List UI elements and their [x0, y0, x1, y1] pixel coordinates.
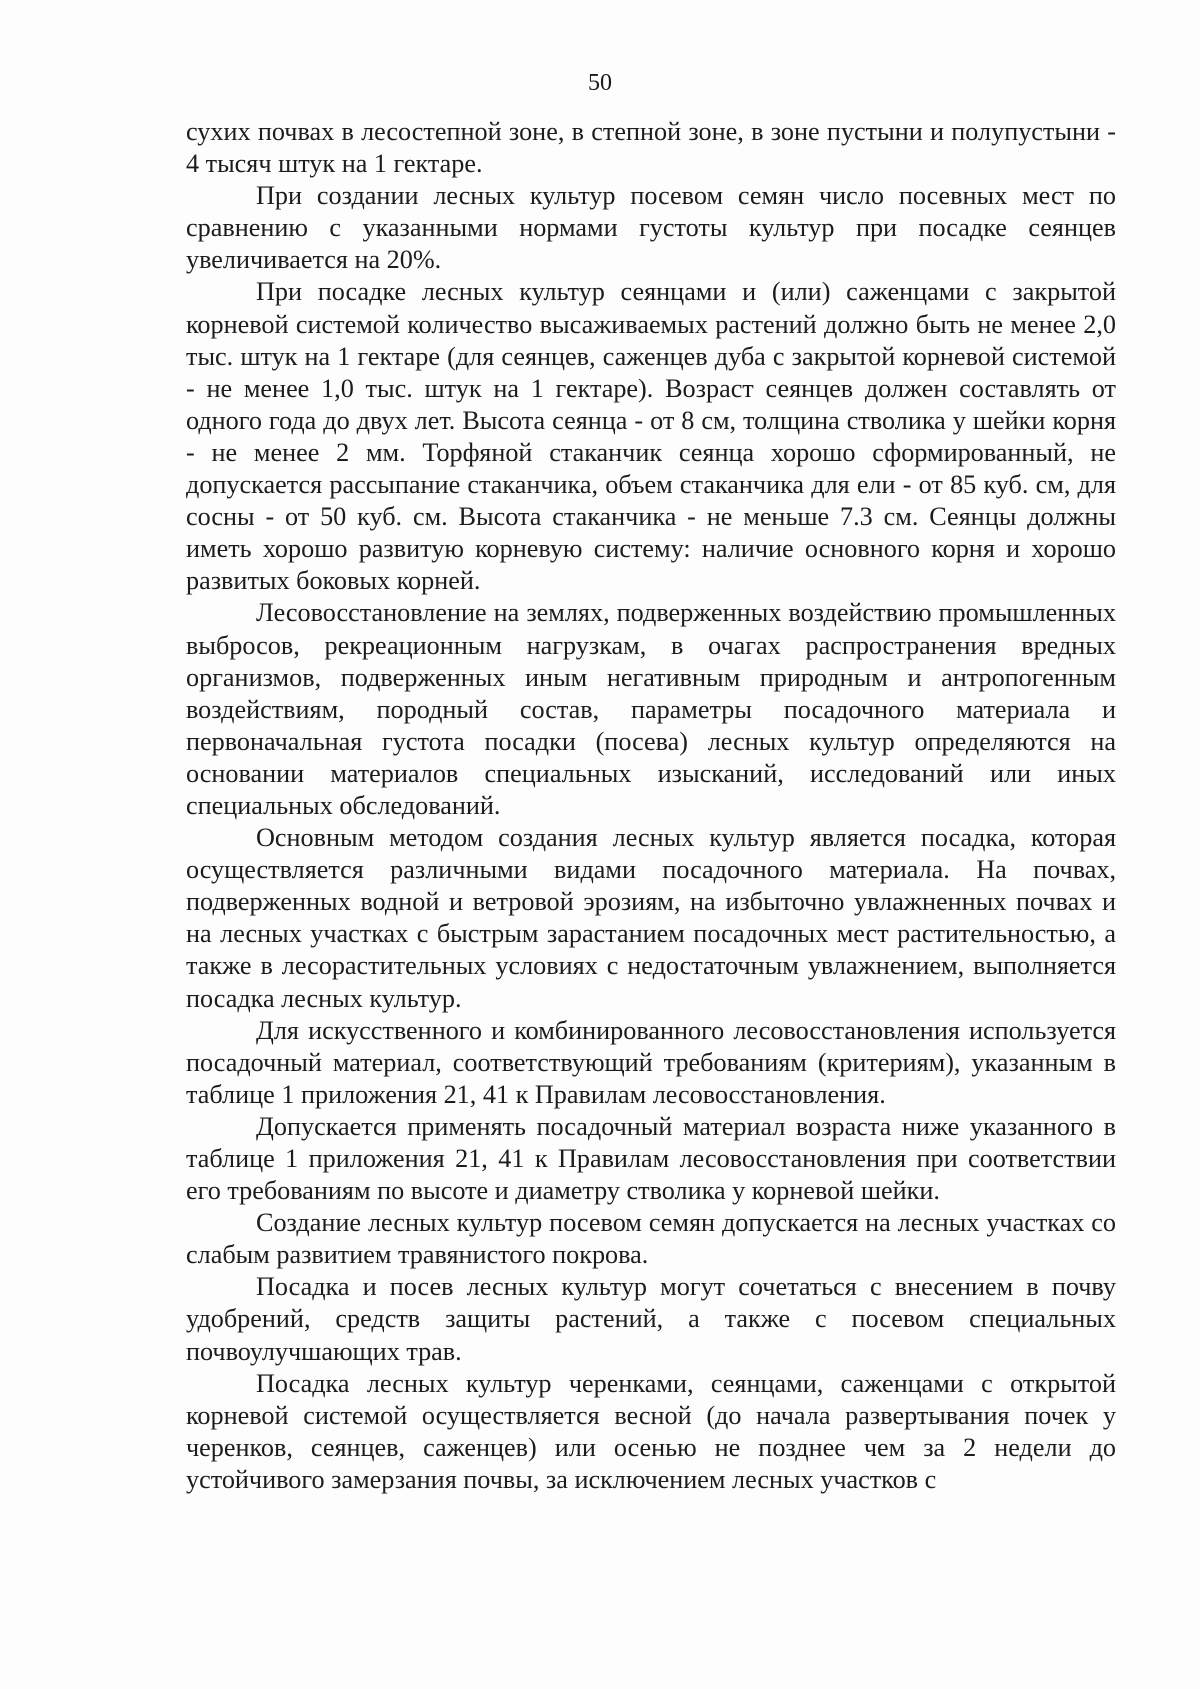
paragraph-seed-sowing: Создание лесных культур посевом семян допускается на лесных участках со слабым развитием травянистого покрова.: [186, 1208, 1116, 1270]
paragraph-planting-season: Посадка лесных культур черенками, сеянцами, саженцами с открытой корневой системой осуществляется весной (до начала развертывания почек у черенков, сеянцев, саженцев) или осенью не позднее чем за 2 недели до устойчивого замерзания почвы, за исключением лесных участков с: [186, 1368, 1116, 1494]
paragraph-seeding-density: При создании лесных культур посевом семян число посевных мест по сравнению с указанными нормами густоты культур при посадке сеянцев увеличивается на 20%.: [186, 181, 1116, 275]
paragraph-younger-material: Допускается применять посадочный материал возраста ниже указанного в таблице 1 приложения 21, 41 к Правилам лесовосстановления при соответствии его требованиям по высоте и диаметру стволика у корневой шейки.: [186, 1111, 1116, 1206]
document-body: [186, 116, 1116, 1496]
page-number: 50: [588, 70, 612, 96]
paragraph-closed-root-seedlings: При посадке лесных культур сеянцами и (или) саженцами с закрытой корневой системой количество высаживаемых растений должно быть не менее 2,0 тыс. штук на 1 гектаре (для сеянцев, саженцев дуба с закрытой корневой системой - не менее 1,0 тыс. штук на 1 гектаре). Возраст сеянцев должен составлять от одного года до двух лет. Высота сеянца - от 8 см, толщина стволика у шейки корня - не менее 2 мм. Торфяной стаканчик сеянца хорошо сформированный, не допускается рассыпание стаканчика, объем стаканчика для ели - от 85 куб. см, для сосны - от 50 куб. см. Высота стаканчика - не меньше 7.3 см. Сеянцы должны иметь хорошо развитую корневую систему: наличие основного корня и хорошо развитых боковых корней.: [186, 277, 1116, 596]
paragraph-continuation: сухих почвах в лесостепной зоне, в степной зоне, в зоне пустыни и полупустыни - 4 тысяч штук на 1 гектаре.: [186, 117, 1116, 179]
paragraph-main-method: Основным методом создания лесных культур является посадка, которая осуществляется различными видами посадочного материала. На почвах, подверженных водной и ветровой эрозиям, на избыточно увлажненных почвах и на лесных участках с быстрым зарастанием посадочных мест растительностью, а также в лесорастительных условиях с недостаточным увлажнением, выполняется посадка лесных культур.: [186, 823, 1116, 1013]
paragraph-planting-material: Для искусственного и комбинированного лесовосстановления используется посадочный материал, соответствующий требованиям (критериям), указанным в таблице 1 приложения 21, 41 к Правилам лесовосстановления.: [186, 1015, 1116, 1109]
paragraph-impacted-lands: Лесовосстановление на землях, подверженных воздействию промышленных выбросов, рекреационным нагрузкам, в очагах распространения вредных организмов, подверженных иным негативным природным и антропогенным воздействиям, породный состав, параметры посадочного материала и первоначальная густота посадки (посева) лесных культур определяются на основании материалов специальных изысканий, исследований или иных специальных обследований.: [186, 598, 1116, 820]
paragraph-fertilizers: Посадка и посев лесных культур могут сочетаться с внесением в почву удобрений, средств защиты растений, а также с посевом специальных почвоулучшающих трав.: [186, 1272, 1116, 1366]
